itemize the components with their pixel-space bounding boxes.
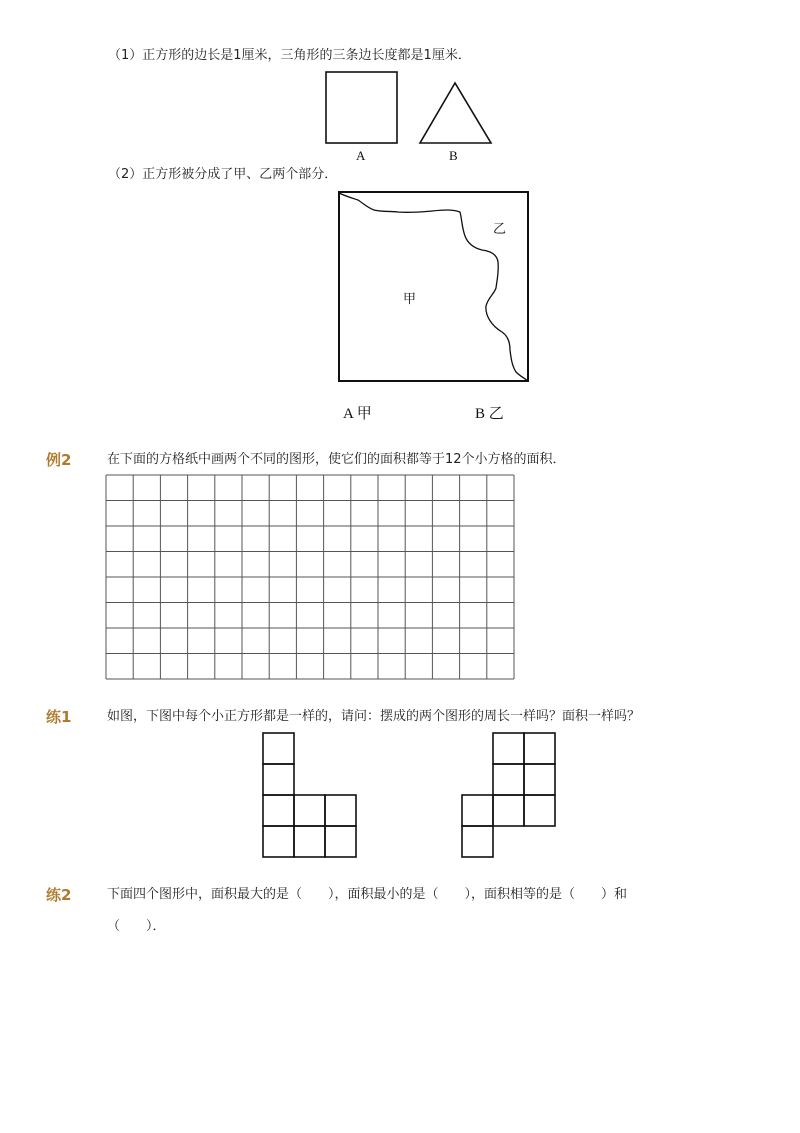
practice2-label: 练2 xyxy=(46,886,72,904)
practice2-line2: （ ）． xyxy=(107,919,166,934)
triangle-b-label: B xyxy=(449,148,458,163)
figure-right xyxy=(460,732,560,862)
example2-label: 例2 xyxy=(46,451,72,469)
region-jia-label: 甲 xyxy=(403,292,417,307)
triangle-b-shape xyxy=(420,83,491,143)
square-a-label: A xyxy=(356,148,366,163)
region-yi-label: 乙 xyxy=(493,222,507,237)
option-a: A 甲 xyxy=(343,406,372,422)
practice1-text: 如图，下图中每个小正方形都是一样的，请问：摆成的两个图形的周长一样吗？面积一样吗？ xyxy=(107,709,641,724)
part2-text: （2）正方形被分成了甲、乙两个部分． xyxy=(108,167,338,182)
option-b: B 乙 xyxy=(475,406,504,422)
square-a-shape xyxy=(326,72,397,143)
divided-square xyxy=(339,192,528,381)
part1-text: （1）正方形的边长是1厘米，三角形的三条边长度都是1厘米． xyxy=(108,48,471,63)
practice2-line1: 下面四个图形中，面积最大的是（ ），面积最小的是（ ），面积相等的是（ ）和 xyxy=(107,887,628,902)
figure-left xyxy=(262,732,362,862)
practice1-label: 练1 xyxy=(46,708,72,726)
example2-text: 在下面的方格纸中画两个不同的图形，使它们的面积都等于12个小方格的面积． xyxy=(107,452,566,467)
grid-paper[interactable] xyxy=(105,474,515,680)
